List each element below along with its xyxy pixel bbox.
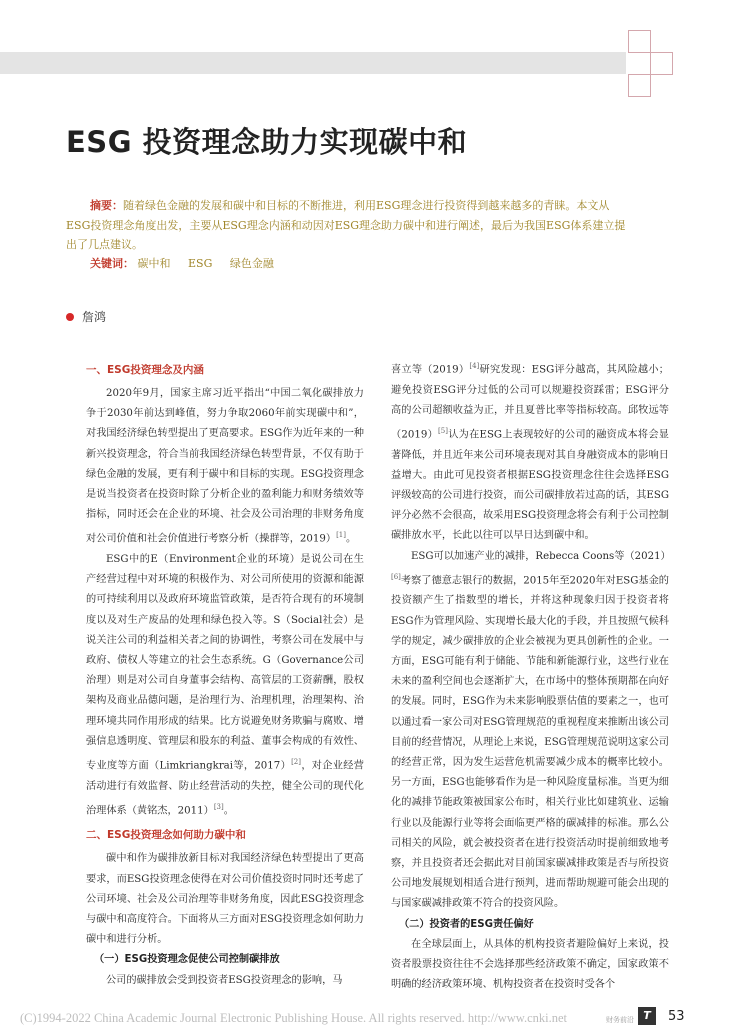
journal-logo-icon: T xyxy=(638,1007,656,1025)
abstract-label: 摘要： xyxy=(90,199,123,212)
citation: [6] xyxy=(391,572,401,581)
journal-caption: 财务前沿 xyxy=(606,1016,634,1024)
paragraph: 喜立等（2019）[4]研究发现：ESG评分越高，其风险越小；避免投资ESG评分过低的公司可以规避投资踩雷；ESG评分高的公司超额收益为正，并且夏普比率等指标较高。邱牧远等（2019）[5]认为在ESG上表现较好的公司的融资成本将会显著降低，并且近年来公司环境表现对其自身融资成本的影响日益增大。由此可见投资者根据ESG投资理念往往会选择ESG评级较高的公司进行投资，而公司碳排放若过高的话，其ESG评分必然不会很高，故采用ESG投资理念将会有利于公司控制碳排放水平，长此以往可以早日达到碳中和。 xyxy=(391,362,669,542)
section-heading: 二、ESG投资理念如何助力碳中和 xyxy=(86,829,246,842)
copyright-notice: (C)1994-2022 China Academic Journal Electronic Publishing House. All rights reserved. http://www.cnki.net xyxy=(20,1011,568,1025)
left-column xyxy=(86,356,364,991)
abstract xyxy=(66,196,626,255)
paragraph: 2020年9月，国家主席习近平指出“中国二氧化碳排放力争于2030年前达到峰值，努力争取2060年前实现碳中和”，对我国经济绿色转型提出了更高要求。ESG作为近年来的一种新兴投资理念，符合当前我国经济绿色转型背景，不仅有助于绿色金融的发展，更有利于碳中和目标的实现。ESG投资理念是说当投资者在投资时除了分析企业的盈利能力和财务绩效等指标，同时还会在企业的环境、社会及公司治理的非财务角度对公司价值和社会价值进行考察分析（操群等，2019）[1]。 xyxy=(86,388,364,545)
citation: [5] xyxy=(438,427,448,435)
header-band xyxy=(0,52,626,74)
article-title: ESG 投资理念助力实现碳中和 xyxy=(66,125,468,159)
citation: [1] xyxy=(336,531,346,540)
decorative-square xyxy=(628,30,651,53)
decorative-square xyxy=(628,74,651,97)
author-name: 詹鸿 xyxy=(82,310,107,324)
paragraph: 公司的碳排放会受到投资者ESG投资理念的影响，马 xyxy=(106,974,343,986)
keyword: 绿色金融 xyxy=(229,257,274,270)
section-heading: 一、ESG投资理念及内涵 xyxy=(86,364,204,376)
subsection-heading: （二）投资者的ESG责任偏好 xyxy=(399,918,534,930)
keyword: ESG xyxy=(188,257,213,270)
citation: [3] xyxy=(213,802,224,811)
right-column xyxy=(391,356,669,995)
paragraph: ESG中的E（Environment企业的环境）是说公司在生产经营过程中对环境的积极作为、对公司所使用的资源和能源的可持续利用以及政府环境监管政策，是否符合现有的环境制度以及对生产废品的处理和绿色投入等。S（Social社会）是说关注公司的利益相关者之间的协调性，考察公司在发展中与政府、债权人等建立的社会生态系统。G（Governance公司治理）则是对公司自身董事会结构、高管层的工资薪酬，股权架构及商业品德问题，是治理行为、治理机理，治理架构、治理环境共同作用形成的结果。比方说避免财务欺骗与腐败、增强信息透明度、管理层和股东的利益、董事会构成的有效性、专业度等方面（Limkriangkrai等，2017）[2]，对企业经营活动进行有效监督、防止经营活动的失控，健全公司的现代化治理体系（黄铭杰，2011）[3]。 xyxy=(86,554,364,817)
author-line xyxy=(66,308,106,325)
abstract-text: 随着绿色金融的发展和碳中和目标的不断推进，利用ESG理念进行投资得到越来越多的青睐。本文从ESG投资理念角度出发，主要从ESG理念内涵和动因对ESG理念助力碳中和进行阐述，最后为我国ESG体系建立提出了几点建议。 xyxy=(66,199,626,251)
paragraph: ESG可以加速产业的减排，Rebecca Coons等（2021）[6]考察了德意志银行的数据，2015年至2020年对ESG基金的投资额产生了指数型的增长，并将这种现象归因于投资者将ESG作为管理风险、实现增长最大化的手段，并且按照气候科学的规定，减少碳排放的企业会被视为更具创新性的企业。一方面，ESG可能有利于储能、节能和新能源行业，这些行业在未来的盈利空间也会逐渐扩大，在市场中的整体预期都在向好的发展。同时，ESG作为未来影响股票估值的要素之一，也可以通过看一家公司对ESG管理规范的重视程度来推断出该公司目前的经营情况，从理论上来说，ESG管理规范说明这家公司的经营正常，因为发生运营危机需要减少成本的概率比较小。另一方面，ESG也能够看作为是一种风险度量标准。当更为细化的减排节能政策被国家公布时，相关行业比如建筑业、运输行业以及能源行业等将会面临更严格的碳减排的标准。那么公司相关的风险，就会被投资者在进行投资活动时提前细致地考察，并且投资者还会据此对目前国家碳减排政策是否与所投资公司地发展规划相适合进行预判，进而帮助规避可能会出现的与国家碳减排政策不符合的投资风险。 xyxy=(391,550,671,910)
keywords-label: 关键词： xyxy=(90,257,134,270)
citation: [2] xyxy=(291,758,301,767)
page-number: 53 xyxy=(668,1009,685,1024)
subsection-heading: （一）ESG投资理念促使公司控制碳排放 xyxy=(94,954,280,966)
bullet-dot-icon xyxy=(66,313,74,321)
paragraph: 碳中和作为碳排放新目标对我国经济绿色转型提出了更高要求，而ESG投资理念使得在对公司价值投资时同时还考虑了公司环境、社会及公司治理等非财务角度，因此ESG投资理念与碳中和高度符合。下面将从三方面对ESG投资理念如何助力碳中和进行分析。 xyxy=(86,853,364,946)
keyword: 碳中和 xyxy=(137,257,171,270)
paragraph: 在全球层面上，从具体的机构投资者避险偏好上来说，投资者股票投资往往不会选择那些经济政策不确定，国家政策不明确的经济政策环境、机构投资者在投资时受各个 xyxy=(391,938,669,991)
decorative-square xyxy=(650,52,673,75)
keywords xyxy=(66,254,626,273)
citation: [4] xyxy=(469,362,480,370)
